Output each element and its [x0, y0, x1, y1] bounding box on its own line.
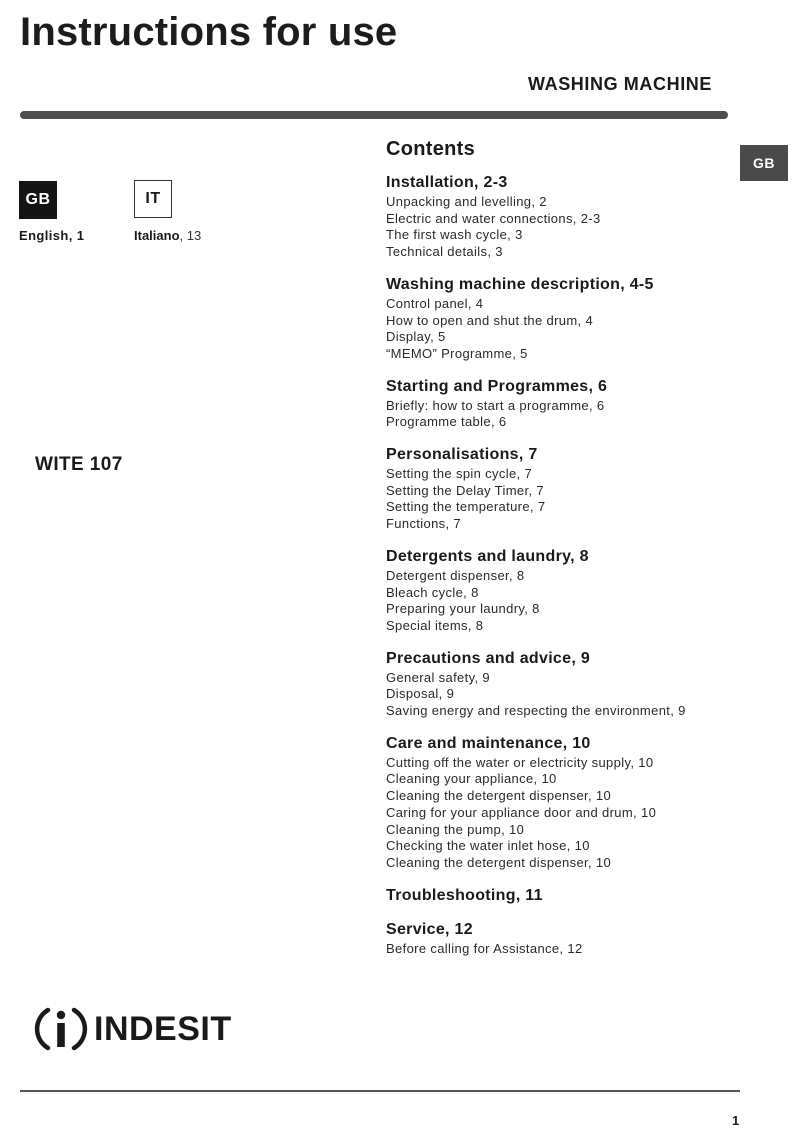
- model-name: WITE 107: [35, 454, 123, 475]
- language-gb-name: English: [19, 228, 69, 243]
- toc-section-title[interactable]: Service, 12: [386, 920, 473, 938]
- toc-item[interactable]: Bleach cycle, 8: [386, 584, 479, 600]
- document-subtitle: WASHING MACHINE: [528, 74, 712, 94]
- toc-section: [386, 920, 726, 958]
- toc-item[interactable]: Cleaning the detergent dispenser, 10: [386, 854, 612, 870]
- language-side-tab: GB: [740, 145, 788, 181]
- toc-section: [386, 649, 726, 720]
- language-it-badge[interactable]: IT: [134, 180, 172, 218]
- toc-item[interactable]: How to open and shut the drum, 4: [386, 312, 594, 328]
- toc-item[interactable]: The first wash cycle, 3: [386, 227, 523, 243]
- toc-item[interactable]: Briefly: how to start a programme, 6: [386, 397, 605, 413]
- toc-section: [386, 734, 726, 872]
- toc-item[interactable]: Checking the water inlet hose, 10: [386, 838, 590, 854]
- toc-item[interactable]: Special items, 8: [386, 617, 484, 633]
- brand-logo: [34, 1004, 232, 1054]
- toc-item[interactable]: Programme table, 6: [386, 414, 507, 430]
- toc-item[interactable]: Control panel, 4: [386, 295, 484, 311]
- toc-item[interactable]: Preparing your laundry, 8: [386, 601, 540, 617]
- toc-item[interactable]: Disposal, 9: [386, 686, 455, 702]
- contents-heading: Contents: [386, 138, 476, 160]
- toc-section-title[interactable]: Installation, 2-3: [386, 174, 508, 191]
- page-number: 1: [732, 1113, 740, 1128]
- toc-item[interactable]: Cleaning the detergent dispenser, 10: [386, 788, 612, 804]
- toc-item[interactable]: Caring for your appliance door and drum, 10: [386, 804, 657, 820]
- indesit-logo-icon: [34, 1004, 88, 1054]
- toc-section: [386, 886, 726, 906]
- footer-divider: [20, 1090, 740, 1092]
- toc-section-title[interactable]: Troubleshooting, 11: [386, 886, 543, 904]
- toc-item[interactable]: General safety, 9: [386, 669, 490, 685]
- language-it-name: Italiano: [134, 228, 180, 243]
- toc-section-title[interactable]: Precautions and advice, 9: [386, 649, 591, 667]
- toc-item[interactable]: Before calling for Assistance, 12: [386, 940, 583, 956]
- toc-section-title[interactable]: Starting and Programmes, 6: [386, 377, 608, 395]
- language-it-page: , 13: [179, 228, 202, 243]
- toc-item[interactable]: Display, 5: [386, 329, 446, 345]
- toc-item[interactable]: Detergent dispenser, 8: [386, 567, 525, 583]
- toc-item[interactable]: Functions, 7: [386, 516, 462, 532]
- toc-item[interactable]: Technical details, 3: [386, 244, 503, 260]
- toc-section-title[interactable]: Personalisations, 7: [386, 446, 538, 464]
- toc-item[interactable]: Setting the spin cycle, 7: [386, 466, 533, 482]
- toc-item[interactable]: Cutting off the water or electricity supply, 10: [386, 754, 654, 770]
- toc-item[interactable]: Cleaning the pump, 10: [386, 821, 525, 837]
- toc-section: [386, 547, 726, 635]
- language-gb-badge[interactable]: GB: [19, 181, 57, 219]
- table-of-contents: [386, 138, 726, 971]
- toc-item[interactable]: Setting the temperature, 7: [386, 499, 546, 515]
- toc-item[interactable]: Unpacking and levelling, 2: [386, 194, 547, 209]
- language-gb-label[interactable]: [19, 228, 84, 243]
- toc-item[interactable]: Setting the Delay Timer, 7: [386, 482, 544, 498]
- language-it-label[interactable]: [134, 228, 201, 243]
- toc-item[interactable]: “MEMO” Programme, 5: [386, 345, 528, 361]
- document-title: Instructions for use: [20, 10, 398, 54]
- toc-item[interactable]: Cleaning your appliance, 10: [386, 771, 557, 787]
- contents-sections: [386, 173, 726, 957]
- toc-item[interactable]: Electric and water connections, 2-3: [386, 210, 601, 226]
- toc-section: [386, 377, 726, 431]
- toc-section: [386, 275, 726, 363]
- header-divider: [20, 111, 728, 119]
- toc-section: [386, 445, 726, 533]
- toc-section-title[interactable]: Detergents and laundry, 8: [386, 547, 589, 565]
- language-gb-page: , 1: [68, 228, 85, 243]
- toc-section: [386, 173, 726, 261]
- toc-section-title[interactable]: Care and maintenance, 10: [386, 734, 591, 752]
- brand-name: INDESIT: [94, 1010, 232, 1048]
- toc-item[interactable]: Saving energy and respecting the environment, 9: [386, 703, 686, 719]
- toc-section-title[interactable]: Washing machine description, 4-5: [386, 275, 654, 293]
